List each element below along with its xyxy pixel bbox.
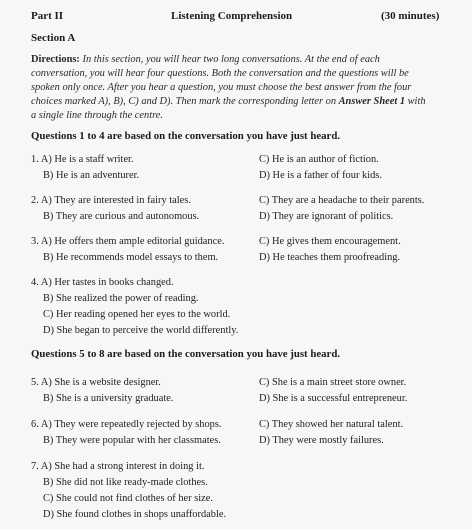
- directions-line-5: a single line through the centre.: [31, 110, 163, 121]
- q7-option-a[interactable]: 7. A) She had a strong interest in doing it.: [31, 461, 205, 472]
- q5-option-c[interactable]: C) She is a main street store owner.: [259, 377, 407, 388]
- q1-option-a[interactable]: 1. A) He is a staff writer.: [31, 154, 134, 165]
- section-label: Section A: [31, 32, 76, 44]
- q1-option-b[interactable]: B) He is an adventurer.: [43, 170, 140, 181]
- directions-line-1: [31, 53, 380, 66]
- q4-option-b[interactable]: B) She realized the power of reading.: [43, 293, 199, 304]
- q5-option-a[interactable]: 5. A) She is a website designer.: [31, 377, 161, 388]
- part-label: Part II: [31, 10, 64, 22]
- directions-line-4: [31, 95, 426, 108]
- q6-option-c[interactable]: C) They showed her natural talent.: [259, 419, 404, 430]
- directions-line-2: conversation, you will hear four questions. Both the conversation and the questions will be: [31, 68, 409, 79]
- q3-option-a[interactable]: 3. A) He offers them ample editorial guidance.: [31, 236, 225, 247]
- q3-option-c[interactable]: C) He gives them encouragement.: [259, 236, 401, 247]
- q5-option-b[interactable]: B) She is a university graduate.: [43, 393, 174, 404]
- directions-label: Directions:: [31, 54, 80, 65]
- q3-option-d[interactable]: D) He teaches them proofreading.: [259, 252, 401, 263]
- q2-option-b[interactable]: B) They are curious and autonomous.: [43, 211, 200, 222]
- q6-option-b[interactable]: B) They were popular with her classmates.: [43, 435, 221, 446]
- q1-option-d[interactable]: D) He is a father of four kids.: [259, 170, 382, 181]
- group2-heading: Questions 5 to 8 are based on the conversation you have just heard.: [31, 348, 341, 360]
- section-title: Listening Comprehension: [171, 10, 293, 22]
- q5-option-d[interactable]: D) She is a successful entrepreneur.: [259, 393, 408, 404]
- q6-option-a[interactable]: 6. A) They were repeatedly rejected by shops.: [31, 419, 222, 430]
- q2-option-c[interactable]: C) They are a headache to their parents.: [259, 195, 425, 206]
- q6-option-d[interactable]: D) They were mostly failures.: [259, 435, 384, 446]
- q7-option-b[interactable]: B) She did not like ready-made clothes.: [43, 477, 208, 488]
- directions-text-4b: with: [405, 96, 426, 107]
- time-limit: (30 minutes): [381, 10, 440, 22]
- q7-option-d[interactable]: D) She found clothes in shops unaffordable.: [43, 509, 227, 520]
- directions-text-1: In this section, you will hear two long conversations. At the end of each: [82, 54, 380, 65]
- q2-option-d[interactable]: D) They are ignorant of politics.: [259, 211, 394, 222]
- group1-heading: Questions 1 to 4 are based on the conversation you have just heard.: [31, 130, 341, 142]
- answer-sheet-label: Answer Sheet 1: [338, 96, 406, 107]
- q3-option-b[interactable]: B) He recommends model essays to them.: [43, 252, 219, 263]
- q2-option-a[interactable]: 2. A) They are interested in fairy tales.: [31, 195, 191, 206]
- q1-option-c[interactable]: C) He is an author of fiction.: [259, 154, 379, 165]
- q7-option-c[interactable]: C) She could not find clothes of her size.: [43, 493, 213, 504]
- directions-line-3: spoken only once. After you hear a question, you must choose the best answer from the four: [31, 82, 412, 93]
- q4-option-c[interactable]: C) Her reading opened her eyes to the world.: [43, 309, 231, 320]
- q4-option-d[interactable]: D) She began to perceive the world differently.: [43, 325, 239, 336]
- q4-option-a[interactable]: 4. A) Her tastes in books changed.: [31, 277, 174, 288]
- directions-text-4: choices marked A), B), C) and D). Then mark the corresponding letter on: [31, 96, 339, 107]
